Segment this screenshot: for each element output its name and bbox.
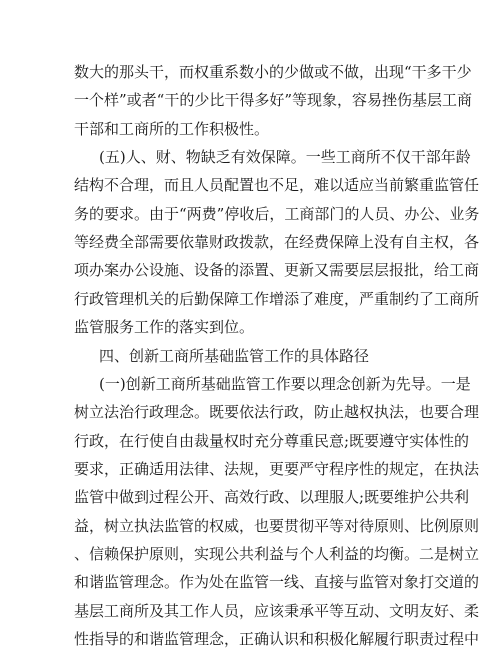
text-line: 性指导的和谐监管理念，正确认识和积极化解履行职责过程中 — [74, 630, 480, 648]
paragraph-heading: (一)创新工商所基础监管工作要以理念创新为先导。一是 — [99, 375, 471, 393]
text-line: 行政管理机关的后勤保障工作增添了难度，严重制约了工商所 — [74, 290, 480, 308]
paragraph-heading: (五)人、财、物缺乏有效保障。一些工商所不仅干部年龄 — [99, 148, 471, 166]
text-line: 行政，在行使自由裁量权时充分尊重民意;既要遵守实体性的 — [74, 432, 470, 450]
text-line: 基层工商所及其工作人员，应该秉承平等互动、文明友好、柔 — [74, 602, 480, 620]
text-line: 结构不合理，而且人员配置也不足，难以适应当前繁重监管任 — [74, 176, 480, 194]
text-line: 、信赖保护原则，实现公共利益与个人利益的均衡。二是树立 — [74, 545, 480, 563]
text-line: 要求，正确适用法律、法规，更要严守程序性的规定，在执法 — [74, 460, 480, 478]
section-heading: 四、创新工商所基础监管工作的具体路径 — [99, 347, 370, 365]
text-line: 监管中做到过程公开、高效行政、以理服人;既要维护公共利 — [74, 488, 470, 506]
text-line: 和谐监管理念。作为处在监管一线、直接与监管对象打交道的 — [74, 573, 480, 591]
text-line: 数大的那头干，而权重系数小的少做或不做，出现“干多干少 — [74, 63, 472, 81]
text-line: 等经费全部需要依靠财政拨款，在经费保障上没有自主权，各 — [74, 233, 480, 251]
text-line: 一个样”或者“干的少比干得多好”等现象，容易挫伤基层工商 — [74, 91, 473, 109]
text-line: 项办案办公设施、设备的添置、更新又需要层层报批，给工商 — [74, 261, 480, 279]
text-line: 务的要求。由于“两费”停收后，工商部门的人员、办公、业务 — [74, 205, 480, 223]
text-line: 益，树立执法监管的权威，也要贯彻平等对待原则、比例原则 — [74, 517, 480, 535]
text-line: 监管服务工作的落实到位。 — [74, 318, 255, 336]
text-line: 树立法治行政理念。既要依法行政，防止越权执法，也要合理 — [74, 403, 480, 421]
text-line: 干部和工商所的工作积极性。 — [74, 120, 270, 138]
